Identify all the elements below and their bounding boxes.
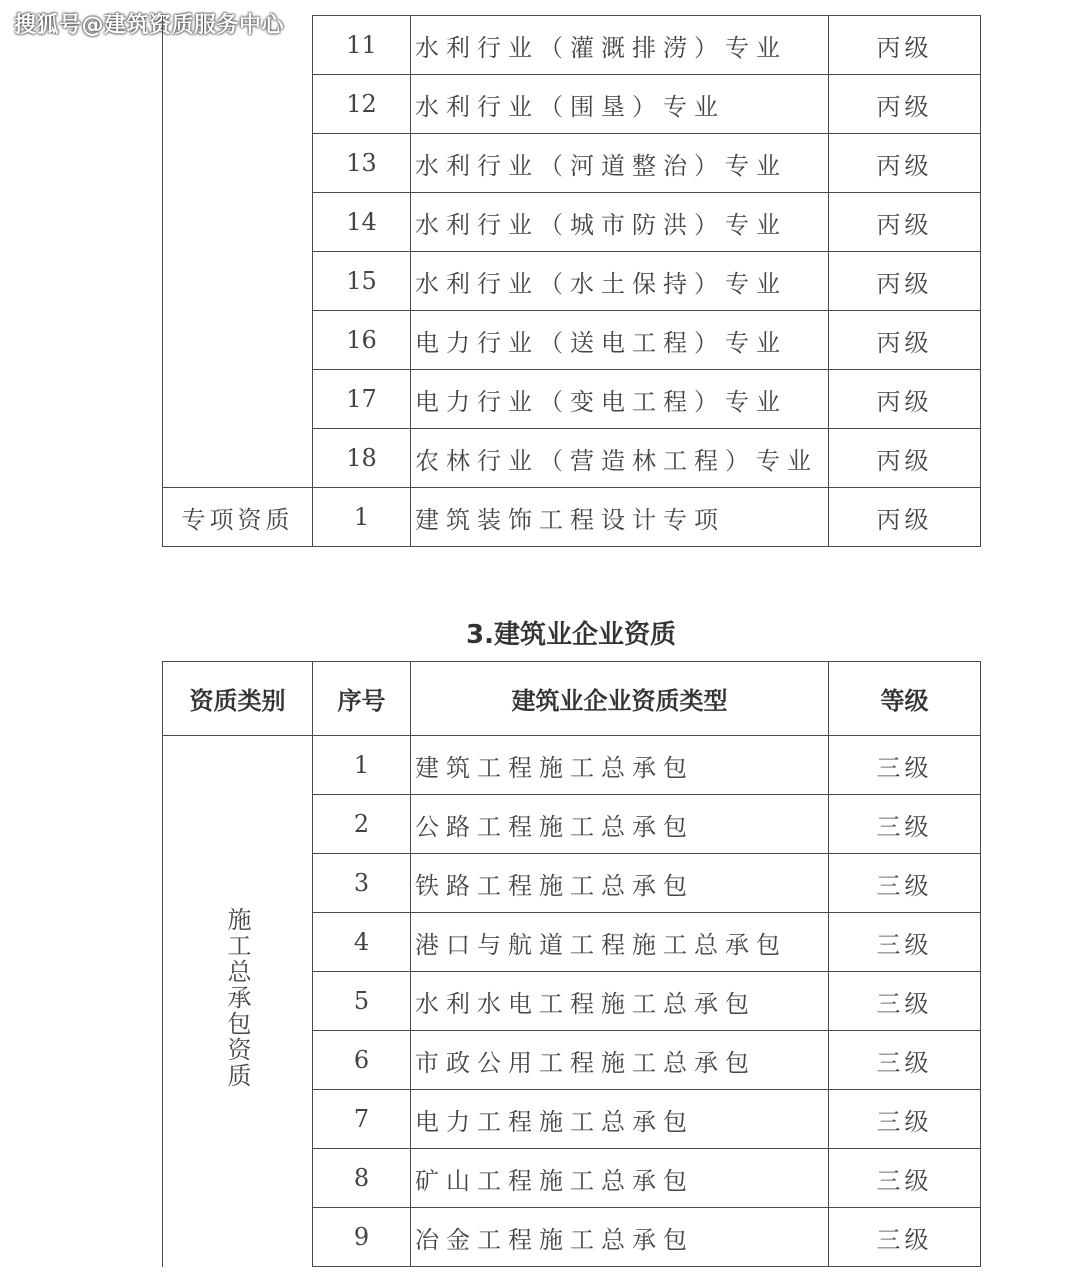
qualification-name: 水利行业（城市防洪）专业 (411, 193, 829, 252)
qualification-grade: 丙级 (829, 16, 981, 75)
row-number: 12 (313, 75, 411, 134)
category-cell-continued (163, 16, 313, 488)
section-title: 3.建筑业企业资质 (466, 620, 676, 650)
qualification-name: 建筑工程施工总承包 (411, 736, 829, 795)
construction-qualification-table (162, 661, 981, 1267)
design-qualification-table (162, 15, 981, 547)
qualification-grade: 三级 (829, 736, 981, 795)
header-category: 资质类别 (163, 662, 313, 736)
row-number: 17 (313, 370, 411, 429)
qualification-name: 港口与航道工程施工总承包 (411, 913, 829, 972)
qualification-grade: 三级 (829, 1149, 981, 1208)
qualification-grade: 三级 (829, 913, 981, 972)
qualification-name: 水利行业（灌溉排涝）专业 (411, 16, 829, 75)
qualification-name: 建筑装饰工程设计专项 (411, 488, 829, 547)
row-number: 8 (313, 1149, 411, 1208)
qualification-grade: 三级 (829, 1031, 981, 1090)
row-number: 18 (313, 429, 411, 488)
qualification-grade: 丙级 (829, 75, 981, 134)
category-cell: 专项资质 (163, 488, 313, 547)
qualification-grade: 三级 (829, 972, 981, 1031)
qualification-name: 电力行业（变电工程）专业 (411, 370, 829, 429)
row-number: 4 (313, 913, 411, 972)
qualification-name: 水利行业（河道整治）专业 (411, 134, 829, 193)
row-number: 1 (313, 736, 411, 795)
qualification-grade: 三级 (829, 1208, 981, 1267)
row-number: 2 (313, 795, 411, 854)
row-number: 16 (313, 311, 411, 370)
row-number: 14 (313, 193, 411, 252)
qualification-name: 铁路工程施工总承包 (411, 854, 829, 913)
row-number: 15 (313, 252, 411, 311)
qualification-name: 市政公用工程施工总承包 (411, 1031, 829, 1090)
qualification-grade: 丙级 (829, 252, 981, 311)
category-cell (163, 736, 313, 1267)
qualification-grade: 丙级 (829, 134, 981, 193)
qualification-grade: 丙级 (829, 311, 981, 370)
qualification-grade: 三级 (829, 795, 981, 854)
qualification-grade: 丙级 (829, 429, 981, 488)
qualification-grade: 三级 (829, 1090, 981, 1149)
table-row (163, 488, 981, 547)
row-number: 13 (313, 134, 411, 193)
qualification-name: 水利行业（围垦）专业 (411, 75, 829, 134)
row-number: 1 (313, 488, 411, 547)
category-vertical-text: 施工总承包资质 (223, 907, 251, 1090)
row-number: 11 (313, 16, 411, 75)
table-row (163, 16, 981, 75)
qualification-grade: 三级 (829, 854, 981, 913)
header-number: 序号 (313, 662, 411, 736)
header-type: 建筑业企业资质类型 (411, 662, 829, 736)
header-grade: 等级 (829, 662, 981, 736)
table-header-row (163, 662, 981, 736)
row-number: 7 (313, 1090, 411, 1149)
qualification-grade: 丙级 (829, 193, 981, 252)
row-number: 5 (313, 972, 411, 1031)
table-row (163, 736, 981, 795)
row-number: 3 (313, 854, 411, 913)
qualification-name: 电力行业（送电工程）专业 (411, 311, 829, 370)
qualification-name: 农林行业（营造林工程）专业 (411, 429, 829, 488)
qualification-grade: 丙级 (829, 370, 981, 429)
qualification-name: 矿山工程施工总承包 (411, 1149, 829, 1208)
qualification-name: 电力工程施工总承包 (411, 1090, 829, 1149)
row-number: 6 (313, 1031, 411, 1090)
watermark: 搜狐号@建筑资质服务中心 (14, 13, 285, 38)
qualification-name: 冶金工程施工总承包 (411, 1208, 829, 1267)
row-number: 9 (313, 1208, 411, 1267)
qualification-name: 水利行业（水土保持）专业 (411, 252, 829, 311)
qualification-name: 公路工程施工总承包 (411, 795, 829, 854)
qualification-grade: 丙级 (829, 488, 981, 547)
qualification-name: 水利水电工程施工总承包 (411, 972, 829, 1031)
